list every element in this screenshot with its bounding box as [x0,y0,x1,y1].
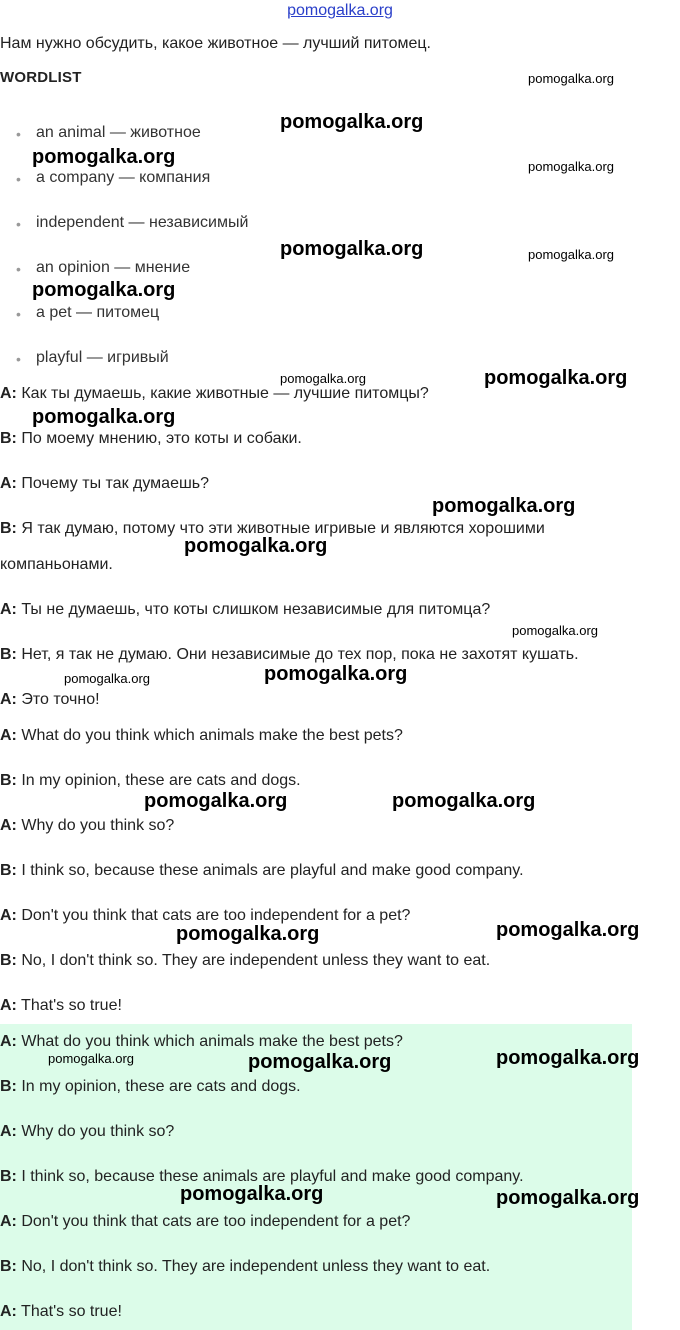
dialog-line [0,384,429,404]
speaker-label: A: [0,907,17,924]
wordlist-item: a company — компания [36,169,211,186]
watermark: pomogalka.org [496,1187,640,1209]
dialog-line [0,1257,490,1277]
dialog-text: I think so, because these animals are playful and make good company. [21,1168,524,1185]
dialog-line [0,861,524,881]
dialog-line [0,816,174,836]
dialog-line [0,429,302,449]
speaker-label: A: [0,1303,17,1320]
wordlist-item: independent — независимый [36,214,249,231]
watermark: pomogalka.org [280,371,366,386]
speaker-label: B: [0,1078,17,1095]
speaker-label: B: [0,862,17,879]
watermark: pomogalka.org [280,238,424,260]
watermark: pomogalka.org [528,159,614,174]
dialog-text: Это точно! [21,691,100,708]
dialog-text: That's so true! [21,1303,122,1320]
dialog-line [0,951,490,971]
dialog-text: I think so, because these animals are playful and make good company. [21,862,524,879]
wordlist-item: an animal — животное [36,124,201,141]
speaker-label: A: [0,475,17,492]
watermark: pomogalka.org [484,367,628,389]
speaker-label: B: [0,646,17,663]
dialog-text: In my opinion, these are cats and dogs. [21,1078,301,1095]
speaker-label: B: [0,772,17,789]
dialog-line [0,1032,403,1052]
speaker-label: B: [0,952,17,969]
dialog-text: What do you think which animals make the best pets? [21,1033,403,1050]
watermark: pomogalka.org [64,671,150,686]
watermark: pomogalka.org [496,1047,640,1069]
dialog-text: Нет, я так не думаю. Они независимые до тех пор, пока не захотят кушать. [21,646,579,663]
dialog-line [0,726,403,746]
dialog-line [0,771,301,791]
dialog-line [0,1077,301,1097]
dialog-text: Ты не думаешь, что коты слишком независимые для питомца? [21,601,491,618]
speaker-label: B: [0,430,17,447]
watermark: pomogalka.org [180,1183,324,1205]
dialog-text: That's so true! [21,997,122,1014]
speaker-label: B: [0,1168,17,1185]
bullet-icon: • [16,171,21,187]
bullet-icon: • [16,216,21,232]
dialog-line [0,1302,122,1322]
header-link[interactable]: pomogalka.org [287,2,393,19]
dialog-line [0,1212,410,1232]
watermark: pomogalka.org [528,71,614,86]
dialog-text: По моему мнению, это коты и собаки. [21,430,302,447]
dialog-text: In my opinion, these are cats and dogs. [21,772,301,789]
dialog-line [0,645,579,665]
wordlist-item: an opinion — мнение [36,259,191,276]
dialog-text: What do you think which animals make the best pets? [21,727,403,744]
speaker-label: A: [0,817,17,834]
dialog-line [0,690,100,710]
speaker-label: A: [0,1123,17,1140]
watermark: pomogalka.org [144,790,288,812]
dialog-text: Why do you think so? [21,1123,175,1140]
speaker-label: B: [0,1258,17,1275]
intro-text: Нам нужно обсудить, какое животное — лучший питомец. [0,35,431,52]
watermark: pomogalka.org [32,406,176,428]
dialog-text: Don't you think that cats are too independent for a pet? [21,907,411,924]
dialog-text: Как ты думаешь, какие животные — лучшие питомцы? [21,385,429,402]
watermark: pomogalka.org [512,623,598,638]
watermark: pomogalka.org [392,790,536,812]
dialog-line [0,474,209,494]
speaker-label: A: [0,385,17,402]
watermark: pomogalka.org [280,111,424,133]
watermark: pomogalka.org [184,535,328,557]
watermark: pomogalka.org [176,923,320,945]
dialog-text: No, I don't think so. They are independent unless they want to eat. [21,952,491,969]
bullet-icon: • [16,261,21,277]
dialog-text: Я так думаю, потому что эти животные игривые и являются хорошими компаньонами. [0,520,545,573]
bullet-icon: • [16,351,21,367]
dialog-text: Don't you think that cats are too independent for a pet? [21,1213,411,1230]
watermark: pomogalka.org [432,495,576,517]
watermark: pomogalka.org [496,919,640,941]
bullet-icon: • [16,306,21,322]
wordlist-heading: WORDLIST [0,69,82,86]
dialog-text: No, I don't think so. They are independent unless they want to eat. [21,1258,491,1275]
bullet-icon: • [16,126,21,142]
speaker-label: A: [0,601,17,618]
watermark: pomogalka.org [264,663,408,685]
watermark: pomogalka.org [248,1051,392,1073]
speaker-label: A: [0,1213,17,1230]
watermark: pomogalka.org [528,247,614,262]
wordlist-item: playful — игривый [36,349,169,366]
speaker-label: A: [0,997,17,1014]
dialog-text: Why do you think so? [21,817,175,834]
speaker-label: A: [0,1033,17,1050]
wordlist-item: a pet — питомец [36,304,160,321]
speaker-label: A: [0,691,17,708]
dialog-line [0,1122,174,1142]
speaker-label: B: [0,520,17,537]
dialog-line [0,996,122,1016]
dialog-text: Почему ты так думаешь? [21,475,210,492]
dialog-line [0,600,490,620]
speaker-label: A: [0,727,17,744]
watermark: pomogalka.org [32,279,176,301]
watermark: pomogalka.org [48,1051,134,1066]
watermark: pomogalka.org [32,146,176,168]
